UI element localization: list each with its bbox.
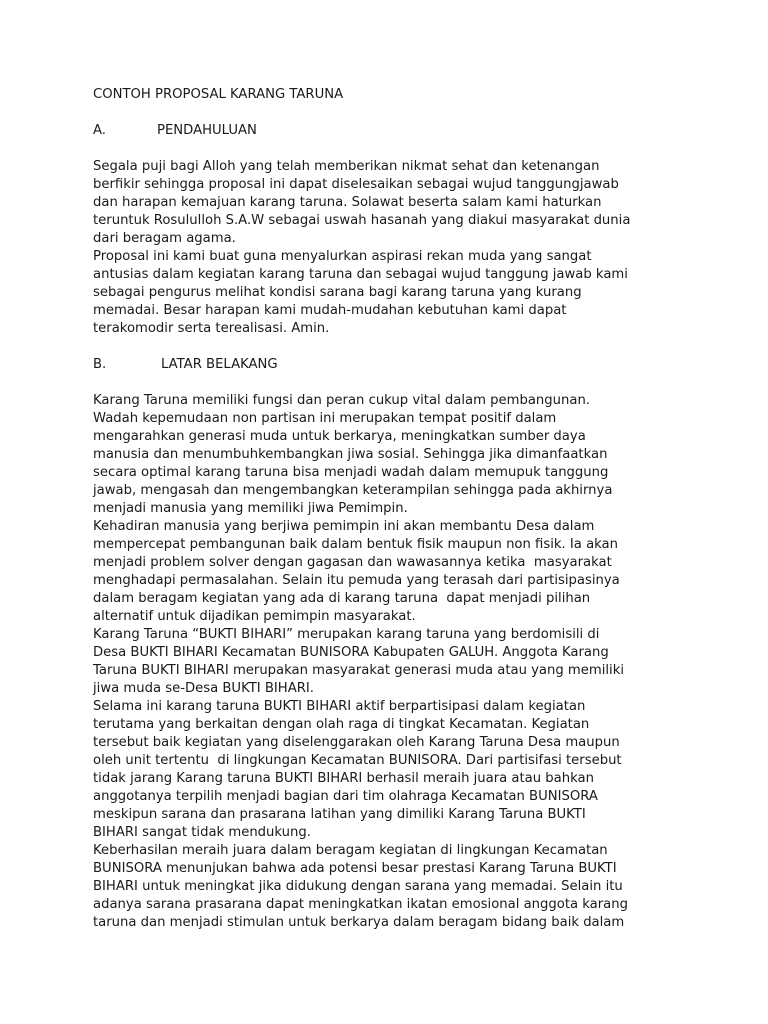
- body-line: mempercepat pembangunan baik dalam bentuk fisik maupun non fisik. Ia akan: [93, 537, 619, 552]
- body-line: menjadi manusia yang memiliki jiwa Pemimpin.: [93, 501, 408, 516]
- body-line: secara optimal karang taruna bisa menjadi wadah dalam memupuk tanggung: [93, 465, 609, 480]
- body-line: Segala puji bagi Alloh yang telah memberikan nikmat sehat dan ketenangan: [93, 159, 600, 174]
- section-a-body: [93, 158, 683, 338]
- body-line: adanya sarana prasarana dapat meningkatkan ikatan emosional anggota karang: [93, 897, 628, 912]
- blank-line: [93, 338, 683, 356]
- body-line: dan harapan kemajuan karang taruna. Solawat beserta salam kami haturkan: [93, 195, 602, 210]
- body-line: Karang Taruna memiliki fungsi dan peran cukup vital dalam pembangunan.: [93, 393, 591, 408]
- section-b-heading: [93, 356, 683, 374]
- body-line: anggotanya terpilih menjadi bagian dari tim olahraga Kecamatan BUNISORA: [93, 789, 598, 804]
- document-page: [93, 86, 683, 932]
- body-line: menjadi problem solver dengan gagasan dan wawasannya ketika masyarakat: [93, 555, 612, 570]
- section-a-title: PENDAHULUAN: [157, 123, 257, 138]
- body-line: alternatif untuk dijadikan pemimpin masyarakat.: [93, 609, 416, 624]
- body-line: dalam beragam kegiatan yang ada di karang taruna dapat menjadi pilihan: [93, 591, 591, 606]
- body-line: Taruna BUKTI BIHARI merupakan masyarakat generasi muda atau yang memiliki: [93, 663, 625, 678]
- body-line: Desa BUKTI BIHARI Kecamatan BUNISORA Kabupaten GALUH. Anggota Karang: [93, 645, 609, 660]
- body-line: dari beragam agama.: [93, 231, 236, 246]
- section-b-title: LATAR BELAKANG: [161, 357, 278, 372]
- body-line: Kehadiran manusia yang berjiwa pemimpin ini akan membantu Desa dalam: [93, 519, 595, 534]
- body-line: berfikir sehingga proposal ini dapat diselesaikan sebagai wujud tanggungjawab: [93, 177, 619, 192]
- section-b-body: [93, 392, 683, 932]
- body-line: Keberhasilan meraih juara dalam beragam kegiatan di lingkungan Kecamatan: [93, 843, 608, 858]
- body-line: tidak jarang Karang taruna BUKTI BIHARI berhasil meraih juara atau bahkan: [93, 771, 594, 786]
- body-line: terutama yang berkaitan dengan olah raga di tingkat Kecamatan. Kegiatan: [93, 717, 590, 732]
- section-a-number: A.: [93, 123, 106, 138]
- body-line: memadai. Besar harapan kami mudah-mudahan kebutuhan kami dapat: [93, 303, 567, 318]
- body-line: jawab, mengasah dan mengembangkan keterampilan sehingga pada akhirnya: [93, 483, 613, 498]
- body-line: manusia dan menumbuhkembangkan jiwa sosial. Sehingga jika dimanfaatkan: [93, 447, 608, 462]
- body-line: Proposal ini kami buat guna menyalurkan aspirasi rekan muda yang sangat: [93, 249, 592, 264]
- section-b-number: B.: [93, 357, 107, 372]
- body-line: BIHARI untuk meningkat jika didukung dengan sarana yang memadai. Selain itu: [93, 879, 623, 894]
- body-line: Wadah kepemudaan non partisan ini merupakan tempat positif dalam: [93, 411, 557, 426]
- body-line: BIHARI sangat tidak mendukung.: [93, 825, 311, 840]
- body-line: Selama ini karang taruna BUKTI BIHARI aktif berpartisipasi dalam kegiatan: [93, 699, 586, 714]
- document-title: CONTOH PROPOSAL KARANG TARUNA: [93, 87, 344, 102]
- body-line: jiwa muda se-Desa BUKTI BIHARI.: [93, 681, 314, 696]
- body-line: teruntuk Rosululloh S.A.W sebagai uswah hasanah yang diakui masyarakat dunia: [93, 213, 631, 228]
- blank-line: [93, 104, 683, 122]
- body-line: terakomodir serta terealisasi. Amin.: [93, 321, 330, 336]
- blank-line: [93, 374, 683, 392]
- body-line: tersebut baik kegiatan yang diselenggarakan oleh Karang Taruna Desa maupun: [93, 735, 620, 750]
- body-line: meskipun sarana dan prasarana latihan yang dimiliki Karang Taruna BUKTI: [93, 807, 586, 822]
- blank-line: [93, 140, 683, 158]
- body-line: BUNISORA menunjukan bahwa ada potensi besar prestasi Karang Taruna BUKTI: [93, 861, 617, 876]
- body-line: mengarahkan generasi muda untuk berkarya, meningkatkan sumber daya: [93, 429, 586, 444]
- body-line: antusias dalam kegiatan karang taruna dan sebagai wujud tanggung jawab kami: [93, 267, 628, 282]
- body-line: taruna dan menjadi stimulan untuk berkarya dalam beragam bidang baik dalam: [93, 915, 625, 930]
- body-line: Karang Taruna “BUKTI BIHARI” merupakan karang taruna yang berdomisili di: [93, 627, 600, 642]
- body-line: sebagai pengurus melihat kondisi sarana bagi karang taruna yang kurang: [93, 285, 582, 300]
- body-line: oleh unit tertentu di lingkungan Kecamatan BUNISORA. Dari partisifasi tersebut: [93, 753, 622, 768]
- section-a-heading: [93, 122, 683, 140]
- body-line: menghadapi permasalahan. Selain itu pemuda yang terasah dari partisipasinya: [93, 573, 620, 588]
